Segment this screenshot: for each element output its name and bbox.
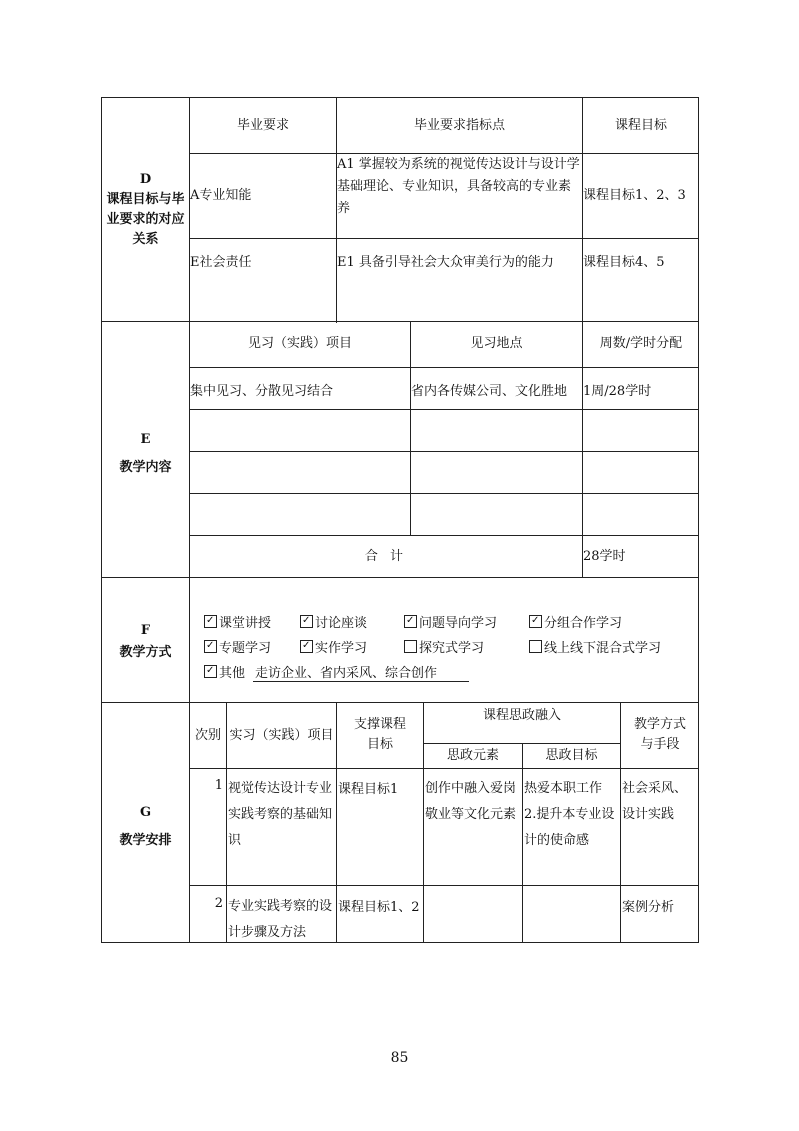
header-indicator bbox=[336, 98, 582, 153]
e-row4-hours bbox=[582, 493, 699, 535]
g-row2-seq bbox=[189, 885, 226, 942]
header-goals bbox=[522, 743, 620, 768]
g-row1-seq-text: 1 bbox=[214, 778, 223, 793]
method-option-label: 课堂讲授 bbox=[219, 616, 272, 631]
method-option-other[interactable] bbox=[204, 662, 469, 682]
header-support-line1: 支撑课程 bbox=[353, 717, 406, 732]
g-row1-goals-text: 热爱本职工作 2.提升本专业设计的使命感 bbox=[524, 781, 615, 848]
g-row1-support-text: 课程目标1 bbox=[338, 782, 399, 797]
row-a-requirement-text: A专业知能 bbox=[190, 188, 252, 203]
row-e-goal bbox=[582, 238, 699, 323]
e-row1-project-text: 集中见习、分散见习结合 bbox=[190, 384, 334, 399]
section-g bbox=[101, 702, 699, 943]
method-option-lecture[interactable] bbox=[204, 612, 271, 631]
header-ideology bbox=[423, 703, 620, 743]
row-e-requirement bbox=[189, 238, 336, 323]
g-row2-goals bbox=[522, 885, 620, 942]
g-row1-goals bbox=[522, 768, 620, 885]
header-project bbox=[226, 703, 336, 768]
header-goals-text: 思政目标 bbox=[545, 748, 598, 763]
row-e-goal-text: 课程目标4、5 bbox=[583, 255, 665, 270]
method-option-label: 线上线下混合式学习 bbox=[544, 641, 662, 656]
section-d-letter: D bbox=[139, 172, 152, 187]
section-d-title-line3: 关系 bbox=[132, 232, 159, 247]
section-d-title-line1: 课程目标与毕 bbox=[106, 192, 185, 207]
header-seq bbox=[189, 703, 226, 768]
method-option-label: 其他 bbox=[219, 666, 246, 681]
e-total-value bbox=[582, 535, 699, 577]
e-row2-hours bbox=[582, 409, 699, 451]
row-a-indicator-text: A1 掌握较为系统的视觉传达设计与设计学基础理论、专业知识，具备较高的专业素养 bbox=[337, 157, 580, 216]
checkbox-icon[interactable] bbox=[204, 640, 217, 653]
g-row2-elements bbox=[423, 885, 522, 942]
g-row2-support bbox=[336, 885, 423, 942]
e-row1-project bbox=[189, 367, 410, 409]
header-method bbox=[620, 703, 699, 768]
method-option-topic[interactable] bbox=[204, 637, 271, 656]
section-e-label bbox=[102, 426, 189, 482]
e-row3-hours bbox=[582, 451, 699, 493]
teaching-methods-cell bbox=[189, 578, 699, 702]
e-row4-place bbox=[410, 493, 582, 535]
e-row1-hours-text: 1周/28学时 bbox=[583, 384, 652, 399]
header-grad-requirement bbox=[189, 98, 336, 153]
header-grad-requirement-text: 毕业要求 bbox=[236, 118, 289, 133]
e-total-value-text: 28学时 bbox=[583, 549, 626, 564]
e-row1-place bbox=[410, 367, 582, 409]
method-option-label: 实作学习 bbox=[315, 641, 368, 656]
method-option-blended[interactable] bbox=[529, 637, 661, 656]
checkbox-icon[interactable] bbox=[300, 615, 313, 628]
section-d bbox=[101, 97, 699, 322]
row-e-indicator bbox=[336, 238, 582, 323]
header-seq-text: 次别 bbox=[194, 728, 221, 743]
header-practice-project-text: 见习（实践）项目 bbox=[247, 336, 352, 351]
g-row1-elements bbox=[423, 768, 522, 885]
checkbox-icon[interactable] bbox=[300, 640, 313, 653]
e-row1-hours bbox=[582, 367, 699, 409]
e-row1-place-text: 省内各传媒公司、文化胜地 bbox=[411, 384, 568, 399]
header-course-goal-text: 课程目标 bbox=[614, 118, 667, 133]
section-g-letter: G bbox=[139, 805, 152, 820]
header-method-line1: 教学方式 bbox=[633, 717, 686, 732]
page-number: 85 bbox=[390, 1050, 409, 1066]
checkbox-icon[interactable] bbox=[529, 615, 542, 628]
section-d-title-line2: 业要求的对应 bbox=[106, 212, 185, 227]
e-row3-project bbox=[189, 451, 410, 493]
checkbox-icon[interactable] bbox=[204, 665, 217, 678]
row-a-goal-text: 课程目标1、2、3 bbox=[583, 188, 686, 203]
header-practice-place-text: 见习地点 bbox=[470, 336, 523, 351]
header-hours-text: 周数/学时分配 bbox=[599, 336, 683, 351]
checkbox-icon[interactable] bbox=[404, 615, 417, 628]
header-practice-place bbox=[410, 321, 582, 367]
e-row4-project bbox=[189, 493, 410, 535]
checkbox-icon[interactable] bbox=[404, 640, 417, 653]
e-row2-project bbox=[189, 409, 410, 451]
checkbox-icon[interactable] bbox=[529, 640, 542, 653]
method-option-practical[interactable] bbox=[300, 637, 367, 656]
section-g-title: 教学安排 bbox=[119, 833, 172, 848]
row-e-requirement-text: E社会责任 bbox=[190, 255, 252, 270]
row-a-indicator bbox=[336, 153, 582, 238]
e-total-label bbox=[189, 535, 582, 577]
e-row2-place bbox=[410, 409, 582, 451]
e-total-label-text: 合 计 bbox=[364, 549, 408, 564]
method-option-label: 讨论座谈 bbox=[315, 616, 368, 631]
g-row2-project bbox=[226, 885, 336, 942]
method-option-label: 专题学习 bbox=[219, 641, 272, 656]
method-option-label: 探究式学习 bbox=[419, 641, 485, 656]
g-row1-project bbox=[226, 768, 336, 885]
other-detail-text: 走访企业、省内采风、综合创作 bbox=[253, 662, 469, 682]
g-row1-project-text: 视觉传达设计专业实践考察的基础知识 bbox=[228, 781, 333, 848]
row-a-goal bbox=[582, 153, 699, 238]
header-elements bbox=[423, 743, 522, 768]
g-row2-method-text: 案例分析 bbox=[622, 900, 675, 915]
g-row2-method bbox=[620, 885, 699, 942]
g-row2-project-text: 专业实践考察的设计步骤及方法 bbox=[228, 899, 333, 940]
header-support bbox=[336, 703, 423, 768]
row-e-indicator-text: E1 具备引导社会大众审美行为的能力 bbox=[337, 255, 554, 270]
method-option-group[interactable] bbox=[529, 612, 622, 631]
section-g-label bbox=[102, 799, 189, 855]
g-row2-support-text: 课程目标1、2 bbox=[338, 900, 420, 915]
method-option-problem-based[interactable] bbox=[404, 612, 497, 631]
method-option-label: 问题导向学习 bbox=[419, 616, 498, 631]
g-row1-method bbox=[620, 768, 699, 885]
method-option-inquiry[interactable] bbox=[404, 637, 484, 656]
section-f bbox=[101, 577, 699, 703]
section-f-title: 教学方式 bbox=[119, 645, 172, 660]
header-practice-project bbox=[189, 321, 410, 367]
header-project-text: 实习（实践）项目 bbox=[229, 728, 334, 743]
header-ideology-text: 课程思政融入 bbox=[482, 708, 561, 723]
section-f-label bbox=[102, 620, 189, 664]
row-a-requirement bbox=[189, 153, 336, 238]
section-e-title: 教学内容 bbox=[119, 460, 172, 475]
header-support-line2: 目标 bbox=[366, 737, 393, 752]
header-course-goal bbox=[582, 98, 699, 153]
header-hours bbox=[582, 321, 699, 367]
checkbox-icon[interactable] bbox=[204, 615, 217, 628]
section-e-letter: E bbox=[140, 432, 151, 447]
method-option-label: 分组合作学习 bbox=[544, 616, 623, 631]
g-row1-elements-text: 创作中融入爱岗敬业等文化元素 bbox=[425, 781, 517, 822]
method-option-discussion[interactable] bbox=[300, 612, 367, 631]
g-row1-support bbox=[336, 768, 423, 885]
g-row1-method-text: 社会采风、设计实践 bbox=[622, 781, 688, 822]
section-d-label bbox=[102, 170, 189, 250]
section-f-letter: F bbox=[140, 623, 151, 638]
header-indicator-text: 毕业要求指标点 bbox=[413, 118, 505, 133]
g-row2-seq-text: 2 bbox=[214, 896, 223, 911]
header-method-line2: 与手段 bbox=[640, 737, 680, 752]
g-row1-seq bbox=[189, 768, 226, 885]
e-row3-place bbox=[410, 451, 582, 493]
section-e bbox=[101, 321, 699, 578]
header-elements-text: 思政元素 bbox=[446, 748, 499, 763]
